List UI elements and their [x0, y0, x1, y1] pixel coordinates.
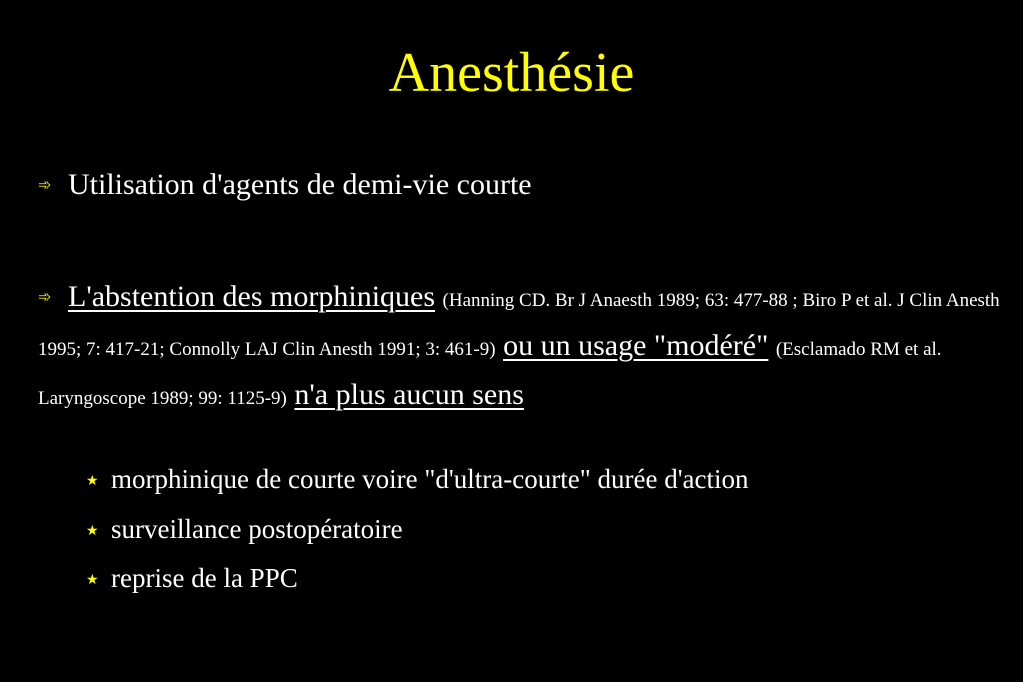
emphasis-text-usage: ou un usage "modéré" [503, 329, 769, 362]
sub-bullet-item [86, 555, 1006, 605]
sub-bullet-text: morphinique de courte voire "d'ultra-courte" durée d'action [111, 464, 749, 494]
bullet-item-morphiniques [38, 274, 1013, 421]
star-icon: ★ [86, 474, 99, 489]
bullet-item-agents [38, 163, 998, 208]
arrow-icon: ➾ [38, 289, 52, 306]
arrow-icon: ➾ [38, 177, 52, 194]
sub-bullet-list [86, 456, 1006, 605]
emphasis-text-abstention: L'abstention des morphiniques [68, 280, 436, 313]
sub-bullet-text: reprise de la PPC [111, 563, 298, 593]
reference-text-2: (Esclamado RM et al. Laryngoscope 1989; 99: 1125-9) [38, 339, 942, 409]
emphasis-text-conclusion: n'a plus aucun sens [294, 378, 524, 411]
sub-bullet-text: surveillance postopératoire [111, 513, 403, 544]
slide-title: Anesthésie [388, 42, 635, 104]
bullet-text: Utilisation d'agents de demi-vie courte [68, 168, 532, 201]
sub-bullet-item [86, 456, 1006, 506]
star-icon: ★ [86, 573, 99, 588]
sub-bullet-item [86, 506, 1006, 556]
star-icon: ★ [86, 523, 99, 539]
reference-text-1: (Hanning CD. Br J Anaesth 1989; 63: 477-88 ; Biro P et al. J Clin Anesth 1995; 7: 417-21; Connolly LAJ Clin Anesth 1991; 3: 461-9) [38, 290, 1000, 360]
